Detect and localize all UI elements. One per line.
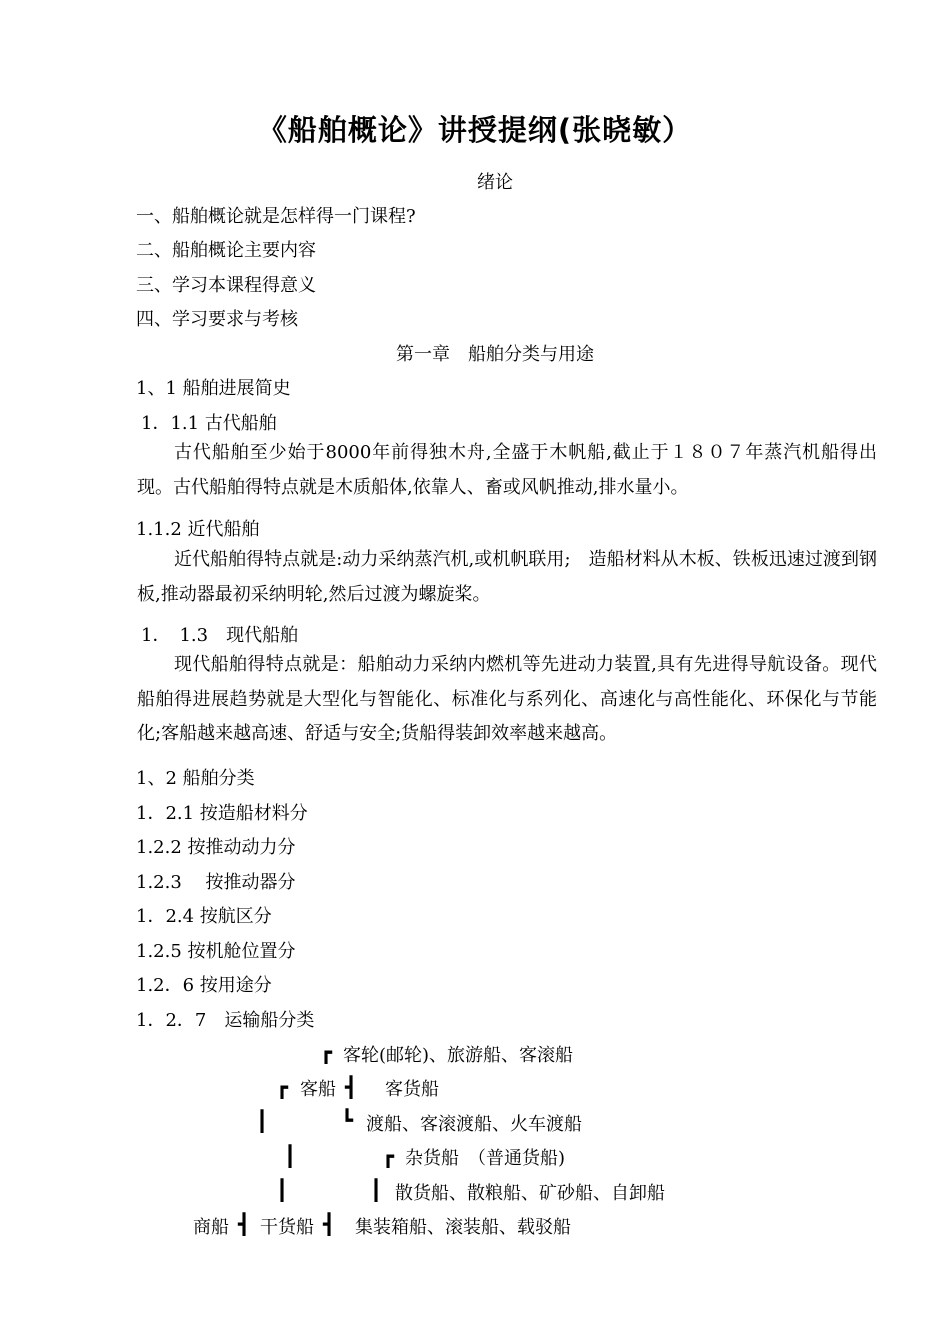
section-1-2-5: 1.2.5 按机舱位置分 (136, 941, 296, 962)
document-title: 《船舶概论》讲授提纲(张晓敏） (257, 113, 693, 147)
paragraph-modern-early-ships: 近代船舶得特点就是:动力采纳蒸汽机,或机帆联用; 造船材料从木板、铁板迅速过渡到钢板,推动器最初采纳明轮,然后过渡为螺旋桨。 (137, 549, 877, 605)
bracket-middle-icon: ┫ (345, 1075, 358, 1099)
bracket-top-icon: ┏ (320, 1040, 333, 1064)
tree-cargo-passenger: 客货船 (385, 1079, 439, 1100)
intro-item-1: 一、船舶概论就是怎样得一门课程? (136, 206, 416, 227)
tree-passenger-types: 客轮(邮轮)、旅游船、客滚船 (343, 1045, 574, 1066)
bracket-middle-icon: ┫ (238, 1212, 251, 1236)
section-1-2-2: 1.2.2 按推动动力分 (136, 837, 296, 858)
section-1-1-3: 1． 1.3 现代船舶 (141, 625, 299, 646)
chapter-heading: 第一章 船舶分类与用途 (396, 344, 594, 365)
tree-bulk: 散货船、散粮船、矿砂船、自卸船 (395, 1183, 665, 1204)
intro-item-2: 二、船舶概论主要内容 (136, 240, 316, 261)
tree-general-cargo: 杂货船 （普通货船) (405, 1148, 566, 1169)
bracket-middle-icon: ┫ (323, 1212, 336, 1236)
tree-merchant: 商船 (193, 1217, 229, 1238)
bracket-top-icon: ┏ (382, 1144, 395, 1168)
tree-container: 集装箱船、滚装船、载驳船 (355, 1217, 571, 1238)
paragraph-ancient-ships: 古代船舶至少始于8000年前得独木舟,全盛于木帆船,截止于１８０７年蒸汽机船得出现。古代船舶得特点就是木质船体,依靠人、畜或风帆推动,排水量小。 (137, 442, 877, 498)
section-1-1: 1、1 船舶进展简史 (136, 378, 291, 399)
intro-item-4: 四、学习要求与考核 (136, 309, 298, 330)
section-1-1-1: 1．1.1 古代船舶 (141, 413, 277, 434)
section-1-2-7: 1．2．7 运输船分类 (136, 1010, 315, 1031)
section-1-2-6: 1.2．6 按用途分 (136, 975, 272, 996)
tree-passenger: 客船 (300, 1079, 336, 1100)
section-1-2: 1、2 船舶分类 (136, 768, 255, 789)
tree-ferries: 渡船、客滚渡船、火车渡船 (366, 1114, 582, 1135)
section-1-2-3: 1.2.3 按推动器分 (136, 872, 296, 893)
section-1-2-4: 1．2.4 按航区分 (136, 906, 272, 927)
intro-item-3: 三、学习本课程得意义 (136, 275, 316, 296)
bracket-line-icon: ┃ (284, 1144, 297, 1168)
bracket-line-icon: ┃ (256, 1109, 269, 1133)
bracket-line-icon: ┃ (370, 1178, 383, 1202)
section-1-1-2: 1.1.2 近代船舶 (136, 519, 260, 540)
section-1-2-1: 1．2.1 按造船材料分 (136, 803, 308, 824)
bracket-line-icon: ┃ (276, 1178, 289, 1202)
paragraph-contemporary-ships: 现代船舶得特点就是：船舶动力采纳内燃机等先进动力装置,具有先进得导航设备。现代船舶得进展趋势就是大型化与智能化、标准化与系列化、高速化与高性能化、环保化与节能化;客船越来越高速、舒适与安全;货船得装卸效率越来越高。 (137, 654, 877, 745)
tree-dry-cargo: 干货船 (260, 1217, 314, 1238)
bracket-bottom-icon: ┗ (341, 1108, 354, 1132)
bracket-top-icon: ┏ (276, 1075, 289, 1099)
intro-heading: 绪论 (477, 172, 513, 193)
